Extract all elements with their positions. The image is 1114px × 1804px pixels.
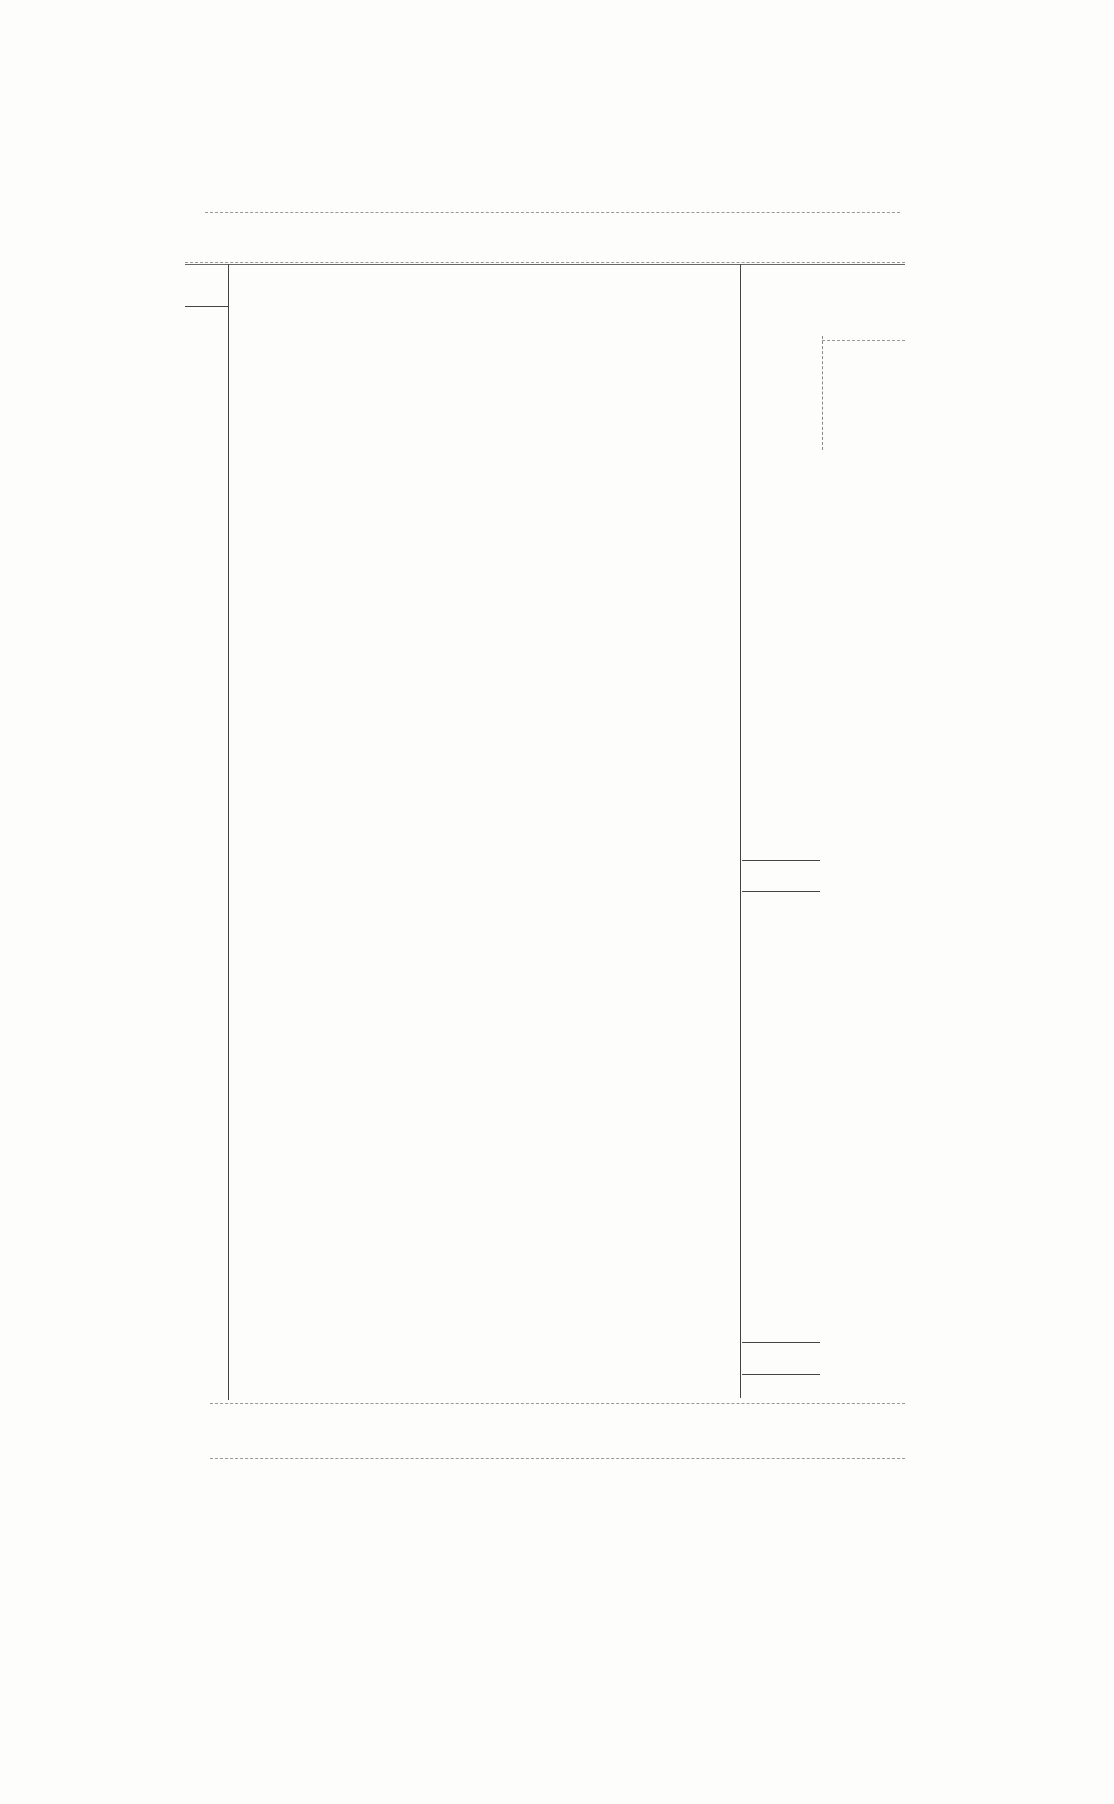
item-header-rule: [185, 306, 228, 307]
class-total-rule: [210, 1458, 905, 1459]
item-column-rule: [228, 264, 229, 1400]
salaries-subtotal-top-rule: [742, 860, 820, 861]
salaries-heading-row: [0, 438, 1114, 457]
class-rule: [185, 262, 905, 263]
title-rule: [205, 212, 900, 213]
salaries-subtotal-bottom-rule: [742, 891, 820, 892]
total-column-rule: [822, 336, 823, 450]
vote-total-rule: [210, 1403, 905, 1404]
amount-column-rule: [740, 264, 741, 1398]
year-header-rule: [822, 340, 905, 341]
other-subtotal-top-rule: [742, 1342, 820, 1343]
other-subtotal-bottom-rule: [742, 1374, 820, 1375]
table-top-rule: [185, 264, 905, 265]
